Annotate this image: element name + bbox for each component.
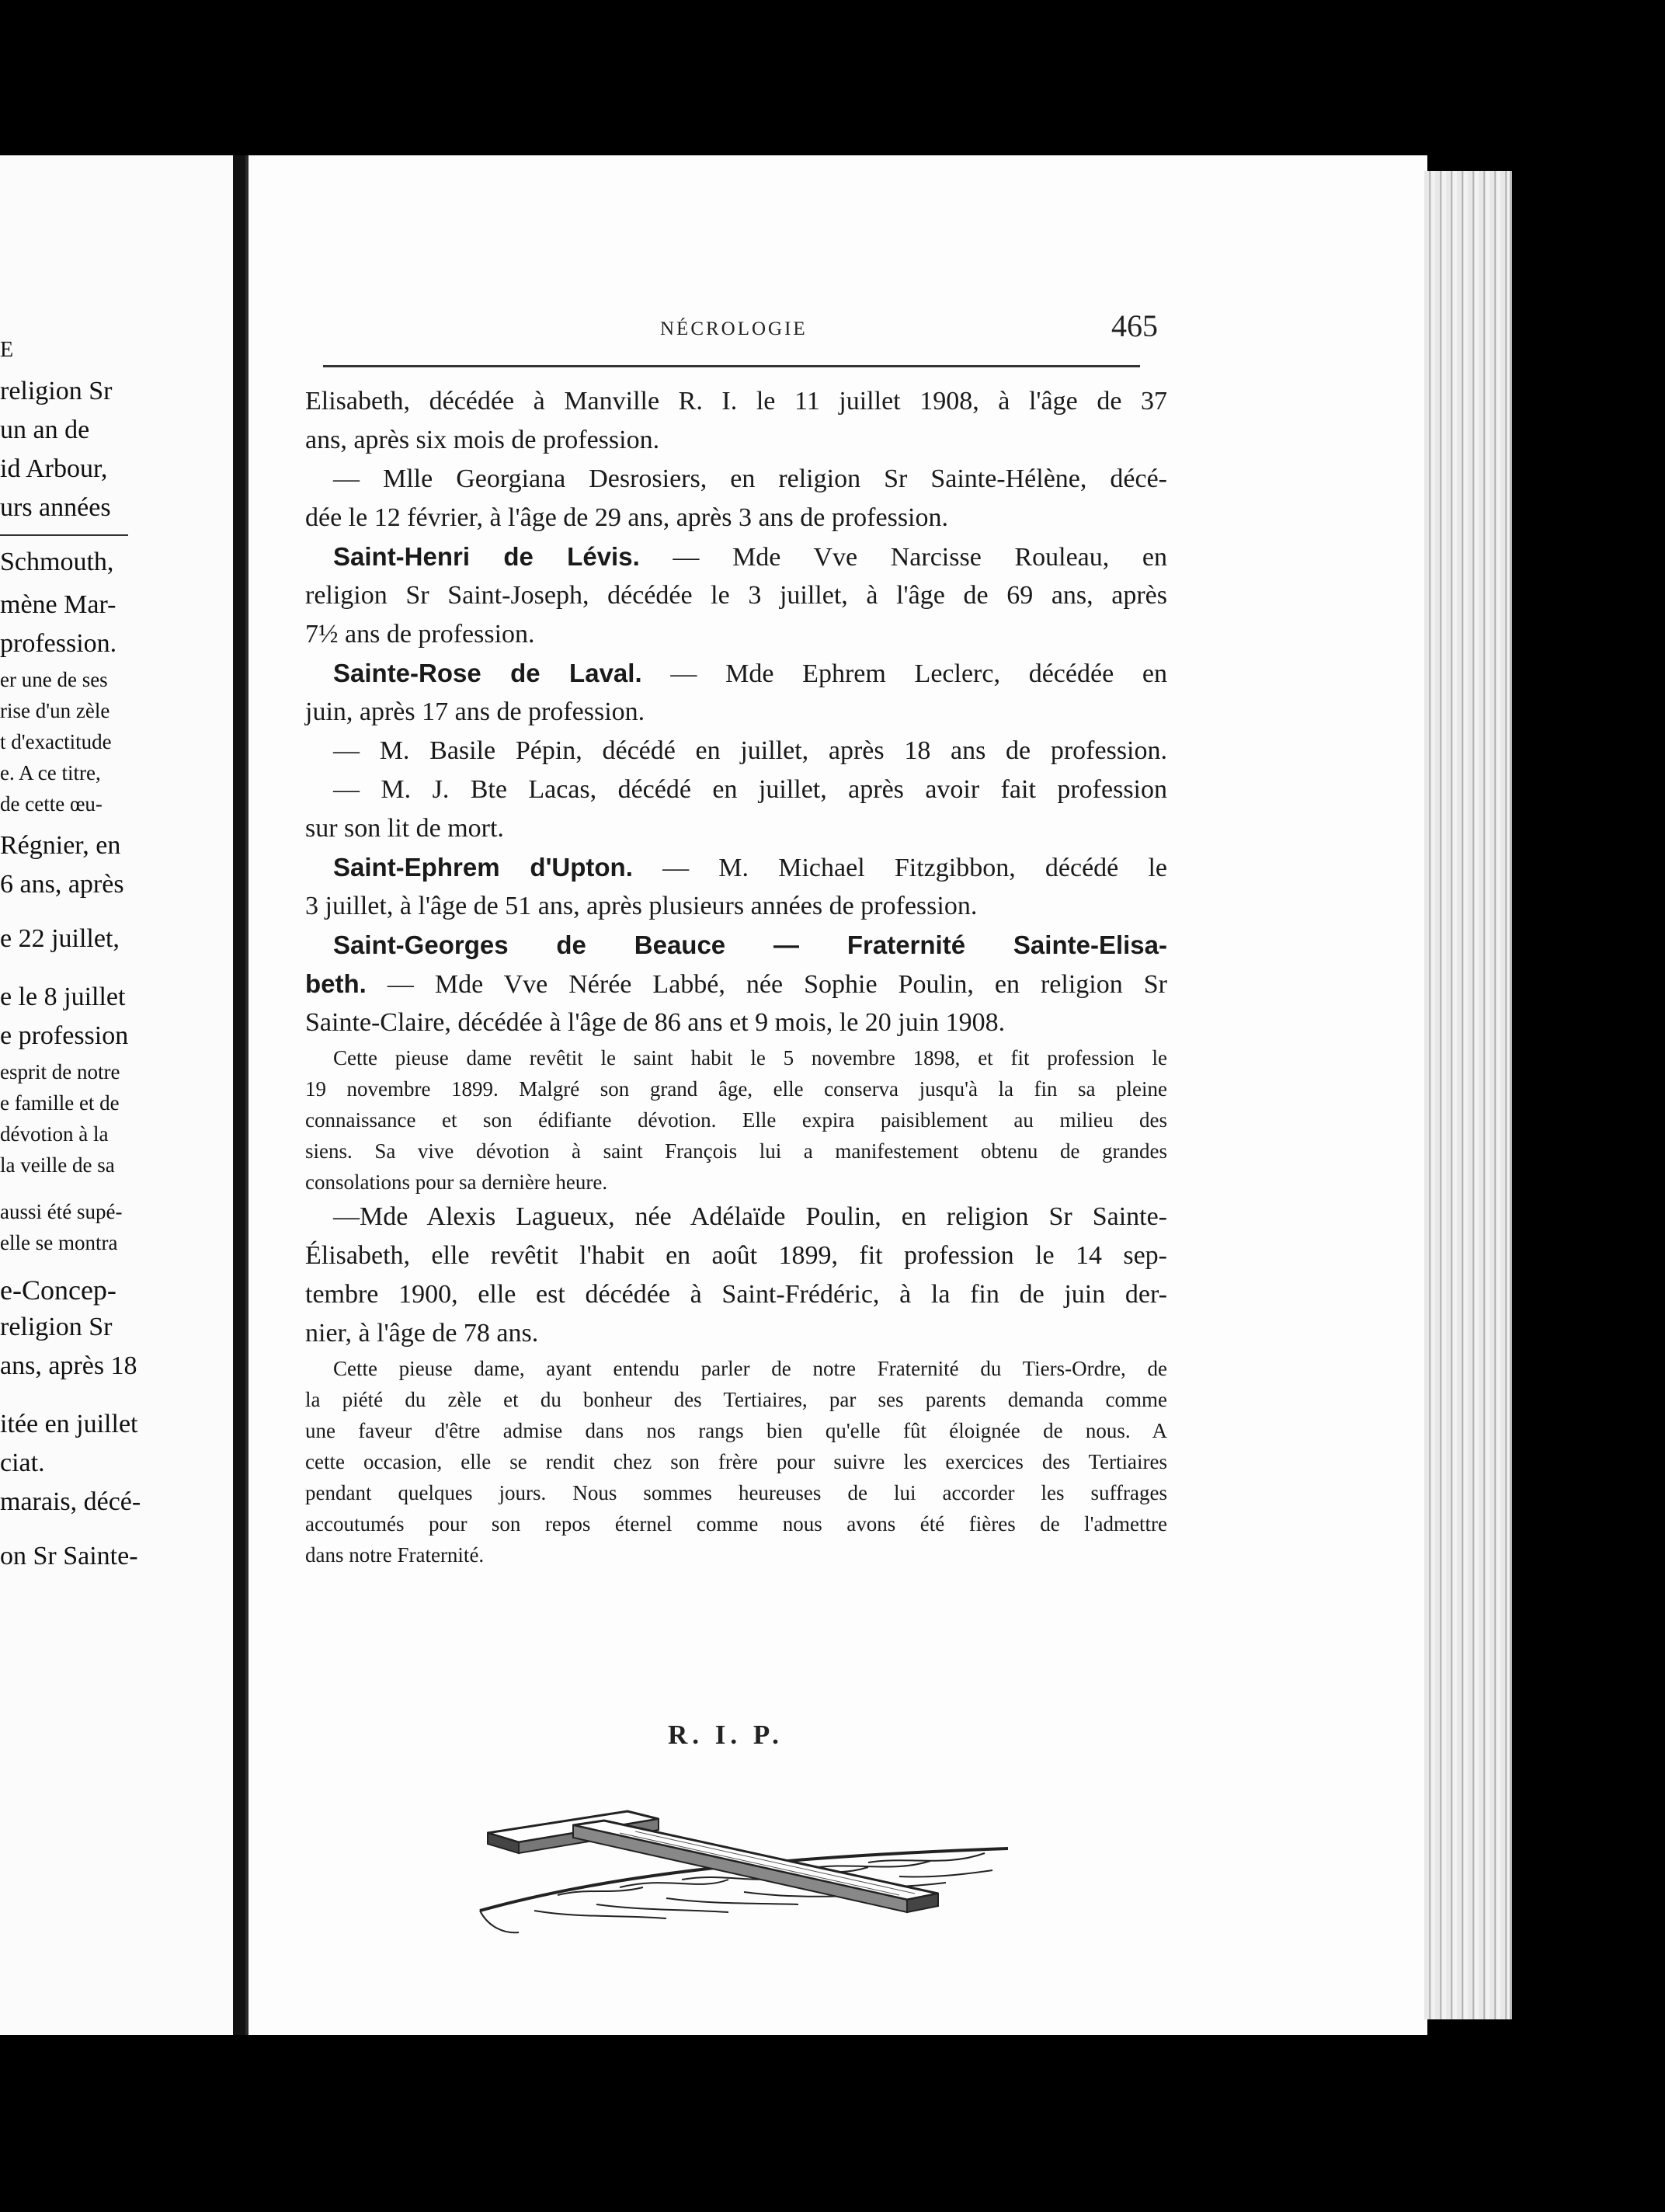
text-line: juin, après 17 ans de profession. bbox=[305, 697, 645, 726]
left-page-line-text: ciat. bbox=[0, 1449, 45, 1477]
left-page-line bbox=[0, 1021, 233, 1051]
left-page-line bbox=[0, 1487, 233, 1517]
left-page-line-text: elle se montra bbox=[0, 1231, 118, 1254]
left-page-line bbox=[0, 699, 233, 723]
necrology-text bbox=[305, 382, 1167, 1570]
text-line: sur son lit de mort. bbox=[305, 814, 504, 843]
header-rule bbox=[323, 365, 1140, 367]
small-text-line: accoutumés pour son repos éternel comme nous avons été fières de l'admettre bbox=[305, 1512, 1167, 1536]
left-page-line-text: id Arbour, bbox=[0, 454, 108, 483]
left-page-line bbox=[0, 761, 233, 785]
left-page-line bbox=[0, 668, 233, 692]
left-page-line bbox=[0, 1410, 233, 1439]
left-page-line-text: religion Sr bbox=[0, 377, 113, 405]
text-line: Elisabeth, décédée à Manville R. I. le 11 juillet 1908, à l'âge de 37 bbox=[305, 387, 1167, 416]
small-text-line: une faveur d'être admise dans nos rangs bien qu'elle fût éloignée de nous. A bbox=[305, 1419, 1167, 1442]
left-page-line bbox=[0, 924, 233, 954]
left-page-line bbox=[0, 454, 233, 484]
left-page-line-text: urs années bbox=[0, 493, 111, 522]
entry-line bbox=[305, 926, 1167, 965]
left-page-line-text: la veille de sa bbox=[0, 1153, 115, 1177]
text-line: ans, après six mois de profession. bbox=[305, 426, 660, 454]
entry-text: — M. Michael Fitzgibbon, décédé le bbox=[632, 854, 1168, 882]
left-page-line-text: itée en juillet bbox=[0, 1410, 138, 1438]
left-page-line bbox=[0, 831, 233, 861]
entry-line bbox=[305, 965, 1167, 1003]
left-page-line bbox=[0, 548, 233, 577]
left-page-line bbox=[0, 792, 233, 816]
left-page-line bbox=[0, 416, 233, 445]
left-page-line-text: e. A ce titre, bbox=[0, 761, 101, 784]
left-page-line bbox=[0, 1542, 233, 1571]
text-line: religion Sr Saint-Joseph, décédée le 3 juillet, à l'âge de 69 ans, après bbox=[305, 581, 1167, 610]
left-page-line bbox=[0, 1231, 233, 1255]
text-line: Élisabeth, elle revêtit l'habit en août 1899, fit profession le 14 sep- bbox=[305, 1241, 1167, 1270]
small-text-line: consolations pour sa dernière heure. bbox=[305, 1170, 608, 1194]
small-text-line: pendant quelques jours. Nous sommes heureuses de lui accorder les suffrages bbox=[305, 1481, 1167, 1504]
left-page-line bbox=[0, 1313, 233, 1342]
left-page-line bbox=[0, 870, 233, 899]
left-page-line-text: un an de bbox=[0, 416, 90, 444]
text-line: — Mlle Georgiana Desrosiers, en religion Sr Sainte-Hélène, décé- bbox=[333, 464, 1167, 493]
left-page-line bbox=[0, 1091, 233, 1115]
text-line: 7½ ans de profession. bbox=[305, 620, 535, 649]
small-text-line: cette occasion, elle se rendit chez son frère pour suivre les exercices des Tertiaires bbox=[305, 1450, 1167, 1473]
left-page-line-text: E bbox=[0, 338, 14, 362]
left-page-line bbox=[0, 493, 233, 523]
left-page-line-text: Schmouth, bbox=[0, 548, 114, 576]
text-line: —Mde Alexis Lagueux, née Adélaïde Poulin, en religion Sr Sainte- bbox=[333, 1202, 1167, 1231]
rip-closing: R. I. P. bbox=[668, 1720, 784, 1750]
left-page-line-text: e-Concep- bbox=[0, 1275, 116, 1306]
small-text-line: connaissance et son édifiante dévotion. Elle expira paisiblement au milieu des bbox=[305, 1108, 1167, 1132]
left-page-line bbox=[0, 338, 233, 363]
left-page-line-text: marais, décé- bbox=[0, 1487, 141, 1516]
small-text-line: dans notre Fraternité. bbox=[305, 1543, 485, 1567]
left-page-line bbox=[0, 730, 233, 754]
parish-heading: Sainte-Rose de Laval. bbox=[333, 659, 642, 687]
left-page-line bbox=[0, 1274, 233, 1306]
left-page-rule bbox=[0, 534, 128, 536]
entry-line bbox=[305, 848, 1167, 887]
left-page-line bbox=[0, 1122, 233, 1146]
left-page-line-text: rise d'un zèle bbox=[0, 699, 110, 722]
left-page-line bbox=[0, 1153, 233, 1177]
small-text-line: siens. Sa vive dévotion à saint François lui a manifestement obtenu de grandes bbox=[305, 1139, 1167, 1163]
left-page-line-text: e le 8 juillet bbox=[0, 983, 126, 1011]
book-page-edges bbox=[1424, 171, 1512, 2019]
left-page-line-text: on Sr Sainte- bbox=[0, 1542, 138, 1570]
left-page-line-text: 6 ans, après bbox=[0, 870, 124, 899]
text-line: nier, à l'âge de 78 ans. bbox=[305, 1319, 539, 1348]
left-page-line-text: e famille et de bbox=[0, 1091, 120, 1115]
left-page-line bbox=[0, 1449, 233, 1478]
entry-text: — Mde Vve Narcisse Rouleau, en bbox=[639, 543, 1167, 572]
left-page-line bbox=[0, 983, 233, 1012]
text-line: 3 juillet, à l'âge de 51 ans, après plusieurs années de profession. bbox=[305, 892, 978, 920]
left-page-line-text: aussi été supé- bbox=[0, 1200, 123, 1223]
entry-line bbox=[305, 654, 1167, 693]
small-text-line: la piété du zèle et du bonheur des Tertiaires, par ses parents demanda comme bbox=[305, 1388, 1167, 1411]
parish-heading: Saint-Henri de Lévis. bbox=[333, 542, 640, 571]
left-page-line-text: profession. bbox=[0, 629, 117, 658]
parish-heading: beth. bbox=[305, 969, 367, 998]
parish-heading: Saint-Ephrem d'Upton. bbox=[333, 853, 633, 882]
left-page-line bbox=[0, 377, 233, 406]
entry-text: — Mde Vve Nérée Labbé, née Sophie Poulin, en religion Sr bbox=[366, 970, 1167, 999]
left-page-line-text: esprit de notre bbox=[0, 1060, 120, 1083]
book-gutter bbox=[233, 155, 245, 2035]
left-page-line-text: dévotion à la bbox=[0, 1122, 109, 1146]
cross-and-palm-icon bbox=[464, 1802, 1225, 1942]
small-text-line: Cette pieuse dame revêtit le saint habit le 5 novembre 1898, et fit profession le bbox=[333, 1046, 1167, 1069]
small-text-line: Cette pieuse dame, ayant entendu parler de notre Fraternité du Tiers-Ordre, de bbox=[333, 1357, 1167, 1380]
left-page-line-text: e 22 juillet, bbox=[0, 924, 120, 953]
entry-text: — Mde Ephrem Leclerc, décédée en bbox=[641, 659, 1167, 688]
left-page-line bbox=[0, 1200, 233, 1224]
entry-line bbox=[305, 537, 1167, 576]
left-page-line bbox=[0, 1351, 233, 1381]
left-page-line-text: t d'exactitude bbox=[0, 730, 112, 753]
left-page-line bbox=[0, 590, 233, 620]
left-page-line bbox=[0, 629, 233, 659]
parish-heading: Saint-Georges de Beauce — Fraternité Sainte-Elisa- bbox=[333, 930, 1167, 959]
left-page-line-text: e profession bbox=[0, 1021, 129, 1050]
right-page bbox=[245, 155, 1427, 2035]
left-page bbox=[0, 155, 235, 2035]
text-line: tembre 1900, elle est décédée à Saint-Frédéric, à la fin de juin der- bbox=[305, 1280, 1167, 1309]
left-page-line-text: de cette œu- bbox=[0, 792, 103, 816]
text-line: — M. Basile Pépin, décédé en juillet, après 18 ans de profession. bbox=[333, 736, 1167, 765]
left-page-line-text: er une de ses bbox=[0, 668, 108, 691]
left-page-line-text: religion Sr bbox=[0, 1313, 113, 1341]
page-number: 465 bbox=[1111, 308, 1158, 343]
text-line: — M. J. Bte Lacas, décédé en juillet, après avoir fait profession bbox=[333, 775, 1167, 804]
left-page-line-text: mène Mar- bbox=[0, 590, 116, 619]
text-line: dée le 12 février, à l'âge de 29 ans, après 3 ans de profession. bbox=[305, 503, 949, 532]
running-head-title: NÉCROLOGIE bbox=[660, 318, 808, 339]
left-page-line bbox=[0, 1060, 233, 1084]
left-page-line-text: ans, après 18 bbox=[0, 1351, 137, 1380]
text-line: Sainte-Claire, décédée à l'âge de 86 ans et 9 mois, le 20 juin 1908. bbox=[305, 1008, 1006, 1037]
small-text-line: 19 novembre 1899. Malgré son grand âge, elle conserva jusqu'à la fin sa pleine bbox=[305, 1077, 1167, 1101]
left-page-line-text: Régnier, en bbox=[0, 831, 121, 860]
